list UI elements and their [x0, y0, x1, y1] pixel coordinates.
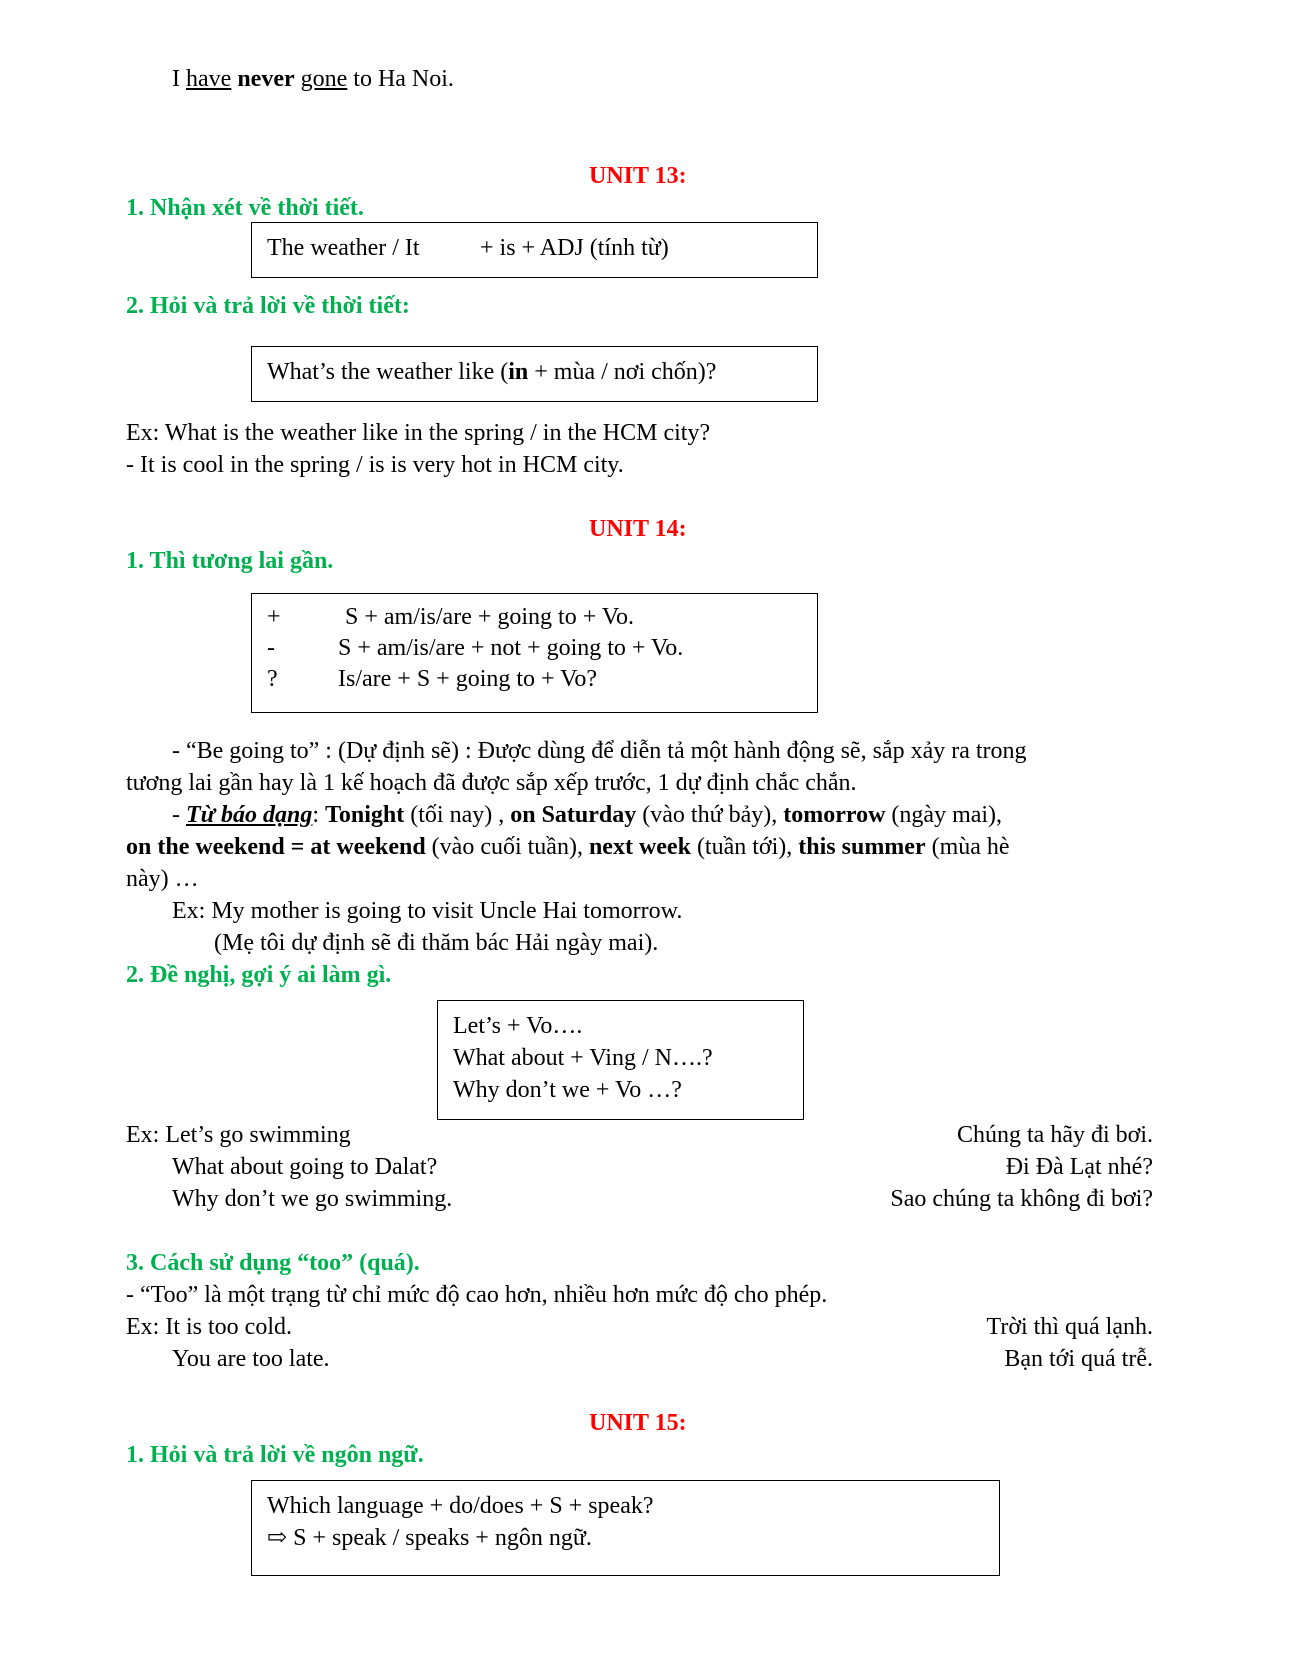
suggestion-example-en: Why don’t we go swimming. [172, 1186, 453, 1212]
unit14-section3-title: 3. Cách sử dụng “too” (quá). [126, 1250, 420, 1276]
suggestion-example-en: Ex: Let’s go swimming [126, 1122, 351, 1148]
language-structure-box [251, 1480, 1000, 1576]
unit14-section2-title: 2. Đề nghị, gợi ý ai làm gì. [126, 962, 392, 988]
suggestion-example-vi: Đi Đà Lạt nhé? [1005, 1154, 1153, 1180]
future-row-text: S + am/is/are + not + going to + Vo. [338, 635, 684, 661]
unit15-title: UNIT 15: [589, 1410, 687, 1436]
future-row-text: S + am/is/are + going to + Vo. [345, 604, 635, 630]
language-question: Which language + do/does + S + speak? [267, 1493, 654, 1519]
suggestion-row: Let’s + Vo…. [453, 1013, 583, 1039]
future-row-sym: - [267, 635, 275, 661]
language-answer-text: S + speak / speaks + ngôn ngữ. [287, 1525, 592, 1551]
too-example-en: Ex: It is too cold. [126, 1314, 292, 1340]
intro-text: I [172, 66, 186, 92]
future-row-text: Is/are + S + going to + Vo? [338, 666, 598, 692]
suggestion-row: Why don’t we + Vo …? [453, 1077, 682, 1103]
suggestion-structure-box [437, 1000, 804, 1120]
future-row-sym: ? [267, 666, 278, 692]
sig-t6: (mùa hè [925, 834, 1010, 860]
sig-t3: (ngày mai), [885, 802, 1003, 828]
sig-t1: (tối nay) , [404, 802, 511, 828]
too-example-en: You are too late. [172, 1346, 330, 1372]
unit14-title: UNIT 14: [589, 516, 687, 542]
signal-words-line1 [172, 800, 1002, 830]
arrow-icon: ⇨ [267, 1525, 288, 1551]
going-to-explanation-line1: - “Be going to” : (Dự định sẽ) : Được dùng để diễn tả một hành động sẽ, sắp xảy ra trong [172, 738, 1027, 764]
signal-words-line3: này) … [126, 866, 199, 892]
unit14-section1-title: 1. Thì tương lai gần. [126, 548, 334, 574]
too-example-vi: Trời thì quá lạnh. [986, 1314, 1153, 1340]
unit13-section1-title: 1. Nhận xét về thời tiết. [126, 195, 364, 221]
sig-dash: - [172, 802, 186, 828]
sig-tomorrow: tomorrow [783, 802, 886, 828]
suggestion-example-en: What about going to Dalat? [172, 1154, 438, 1180]
wq-part1: What’s the weather like ( [267, 359, 509, 385]
weather-question-box [251, 346, 818, 402]
suggestion-row: What about + Ving / N….? [453, 1045, 713, 1071]
intro-rest: to Ha Noi. [347, 66, 454, 92]
intro-gone: gone [300, 66, 348, 92]
sig-colon: : [312, 802, 326, 828]
sig-next-week: next week [588, 834, 691, 860]
unit13-example-answer: - It is cool in the spring / is is very hot in HCM city. [126, 452, 624, 478]
intro-have: have [186, 66, 232, 92]
sig-on-saturday: on Saturday [510, 802, 637, 828]
sig-tonight: Tonight [325, 802, 405, 828]
going-to-explanation-line2: tương lai gần hay là 1 kế hoạch đã được sắp xếp trước, 1 dự định chắc chắn. [126, 770, 857, 796]
unit13-section2-title: 2. Hỏi và trả lời về thời tiết: [126, 293, 410, 319]
signal-words-line2 [126, 832, 1010, 862]
going-to-example-vi: (Mẹ tôi dự định sẽ đi thăm bác Hải ngày mai). [214, 930, 659, 956]
weather-question-text [267, 357, 716, 387]
unit13-title: UNIT 13: [589, 163, 687, 189]
future-structure-box [251, 593, 818, 713]
suggestion-example-vi: Sao chúng ta không đi bơi? [890, 1186, 1153, 1212]
sig-t4: (vào cuối tuần), [425, 834, 589, 860]
sig-t2: (vào thứ bảy), [636, 802, 784, 828]
too-description: - “Too” là một trạng từ chỉ mức độ cao hơn, nhiều hơn mức độ cho phép. [126, 1282, 828, 1308]
too-example-vi: Bạn tới quá trễ. [1004, 1346, 1153, 1372]
wq-part2: + mùa / nơi chốn)? [528, 359, 717, 385]
suggestion-example-vi: Chúng ta hãy đi bơi. [956, 1122, 1153, 1148]
intro-sentence [172, 64, 454, 94]
language-answer [267, 1523, 592, 1553]
sig-weekend: on the weekend = at weekend [126, 834, 426, 860]
sig-label: Từ báo dạng [186, 802, 313, 828]
future-row-sym: + [267, 604, 281, 630]
unit13-example-question: Ex: What is the weather like in the spring / in the HCM city? [126, 420, 711, 446]
intro-never: never [237, 66, 295, 92]
sig-t5: (tuần tới), [690, 834, 799, 860]
sig-this-summer: this summer [798, 834, 926, 860]
unit15-section1-title: 1. Hỏi và trả lời về ngôn ngữ. [126, 1442, 424, 1468]
weather-structure-subject: The weather / It [267, 235, 420, 261]
weather-structure-box [251, 222, 818, 278]
wq-in: in [508, 359, 529, 385]
going-to-example-en: Ex: My mother is going to visit Uncle Hai tomorrow. [172, 898, 683, 924]
weather-structure-predicate: + is + ADJ (tính từ) [480, 235, 669, 261]
